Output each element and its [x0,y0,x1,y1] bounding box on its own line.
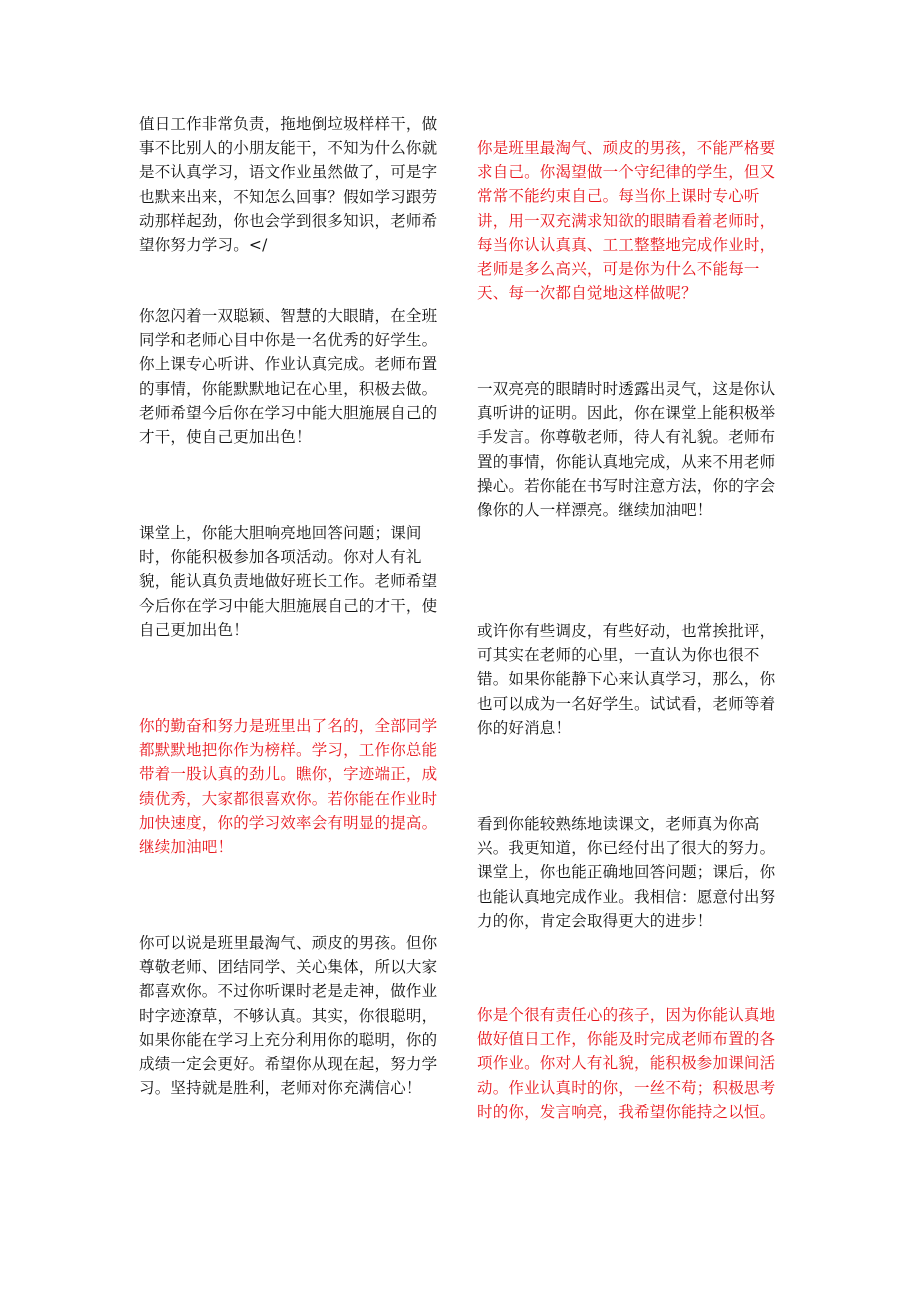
comment-left-2: 你忽闪着一双聪颖、智慧的大眼睛，在全班同学和老师心目中你是一名优秀的好学生。你上课专心听讲、作业认真完成。老师布置的事情，你能默默地记在心里，积极去做。老师希望今后你在学习中能大胆施展自己的才干，使自己更加出色！ [139,307,438,447]
comment-right-2: 一双亮亮的眼睛时时透露出灵气，这是你认真听讲的证明。因此，你在课堂上能积极举手发言。你尊敬老师，待人有礼貌。老师布置的事情，你能认真地完成，从来不用老师操心。若你能在书写时注意方法，你的字会像你的人一样漂亮。继续加油吧！ [477,380,776,520]
comment-right-4: 看到你能较熟练地读课文，老师真为你高兴。我更知道，你已经付出了很大的努力。课堂上，你也能正确地回答问题；课后，你也能认真地完成作业。我相信：愿意付出努力的你，肯定会取得更大的进步！ [477,815,776,930]
comment-left-3: 课堂上，你能大胆响亮地回答问题；课间时，你能积极参加各项活动。你对人有礼貌，能认真负责地做好班长工作。老师希望今后你在学习中能大胆施展自己的才干，使自己更加出色！ [139,524,438,639]
comment-left-5: 你可以说是班里最淘气、顽皮的男孩。但你尊敬老师、团结同学、关心集体，所以大家都喜欢你。不过你听课时老是走神，做作业时字迹潦草，不够认真。其实，你很聪明，如果你能在学习上充分利用你的聪明，你的成绩一定会更好。希望你从现在起，努力学习。坚持就是胜利，老师对你充满信心！ [139,934,438,1098]
comment-left-4: 你的勤奋和努力是班里出了名的，全部同学都默默地把你作为榜样。学习，工作你总能带着一股认真的劲儿。瞧你，字迹端正，成绩优秀，大家都很喜欢你。若你能在作业时加快速度，你的学习效率会有明显的提高。继续加油吧！ [139,717,438,857]
comment-left-1: 值日工作非常负责，拖地倒垃圾样样干，做事不比别人的小朋友能干，不知为什么你就是不认真学习，语文作业虽然做了，可是字也默来出来，不知怎么回事？假如学习跟劳动那样起劲，你也会学到很多知识，老师希望你努力学习。</ [139,115,438,255]
comment-right-3: 或许你有些调皮，有些好动，也常挨批评，可其实在老师的心里，一直认为你也很不错。如果你能静下心来认真学习，那么，你也可以成为一名好学生。试试看，老师等着你的好消息！ [477,622,776,737]
comment-right-5: 你是个很有责任心的孩子，因为你能认真地做好值日工作，你能及时完成老师布置的各项作业。你对人有礼貌，能积极参加课间活动。作业认真时的你，一丝不苟；积极思考时的你，发言响亮，我希望你能持之以恒。 [477,1006,776,1121]
comment-right-1: 你是班里最淘气、顽皮的男孩，不能严格要求自己。你渴望做一个守纪律的学生，但又常常不能约束自己。每当你上课时专心听讲，用一双充满求知欲的眼睛看着老师时，每当你认认真真、工工整整地完成作业时，老师是多么高兴，可是你为什么不能每一天、每一次都自觉地这样做呢？ [477,139,776,303]
